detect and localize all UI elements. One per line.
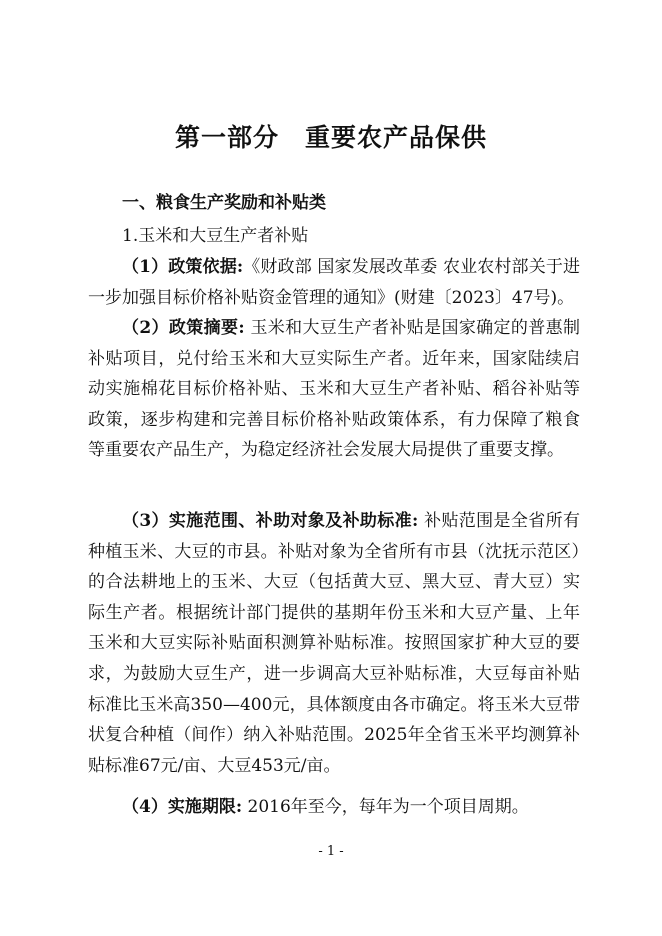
paragraph-policy-summary — [88, 313, 580, 466]
paragraph-scope-and-standard — [88, 506, 580, 781]
paragraph-text: 补贴范围是全省所有种植玉米、大豆的市县。补贴对象为全省所有市县（沈抚示范区）的合法耕地上的玉米、大豆（包括黄大豆、黑大豆、青大豆）实际生产者。根据统计部门提供的基期年份玉米和大豆产量、上年玉米和大豆实际补贴面积测算补贴标准。按照国家扩种大豆的要求，为鼓励大豆生产，进一步调高大豆补贴标准，大豆每亩补贴标准比玉米高350—400元，具体额度由各市确定。将玉米大豆带状复合种植（间作）纳入补贴范围。2025年全省玉米平均测算补贴标准67元/亩、大豆453元/亩。 — [88, 511, 580, 776]
paragraph-text: 2016年至今，每年为一个项目周期。 — [242, 797, 529, 817]
paragraph-text: 玉米和大豆生产者补贴是国家确定的普惠制补贴项目，兑付给玉米和大豆实际生产者。近年来，国家陆续启动实施棉花目标价格补贴、玉米和大豆生产者补贴、稻谷补贴等政策，逐步构建和完善目标价格补贴政策体系，有力保障了粮食等重要农产品生产，为稳定经济社会发展大局提供了重要支撑。 — [88, 318, 581, 461]
page-number: - 1 - — [318, 844, 344, 859]
paragraph-policy-basis — [88, 252, 580, 313]
paragraph-period — [88, 792, 580, 823]
paragraph-label: （1）政策依据: — [122, 257, 244, 277]
paragraph-text: 《财政部 国家发展改革委 农业农村部关于进一步加强目标价格补贴资金管理的通知》(财建〔2023〕47号)。 — [88, 257, 580, 308]
paragraph-label: （4）实施期限: — [122, 797, 243, 817]
subsection-heading: 1.玉米和大豆生产者补贴 — [122, 226, 309, 246]
section-heading: 一、粮食生产奖励和补贴类 — [122, 193, 326, 213]
paragraph-label: （2）政策摘要: — [122, 318, 245, 338]
paragraph-label: （3）实施范围、补助对象及补助标准: — [122, 511, 419, 531]
page-title: 第一部分 重要农产品保供 — [174, 123, 487, 152]
